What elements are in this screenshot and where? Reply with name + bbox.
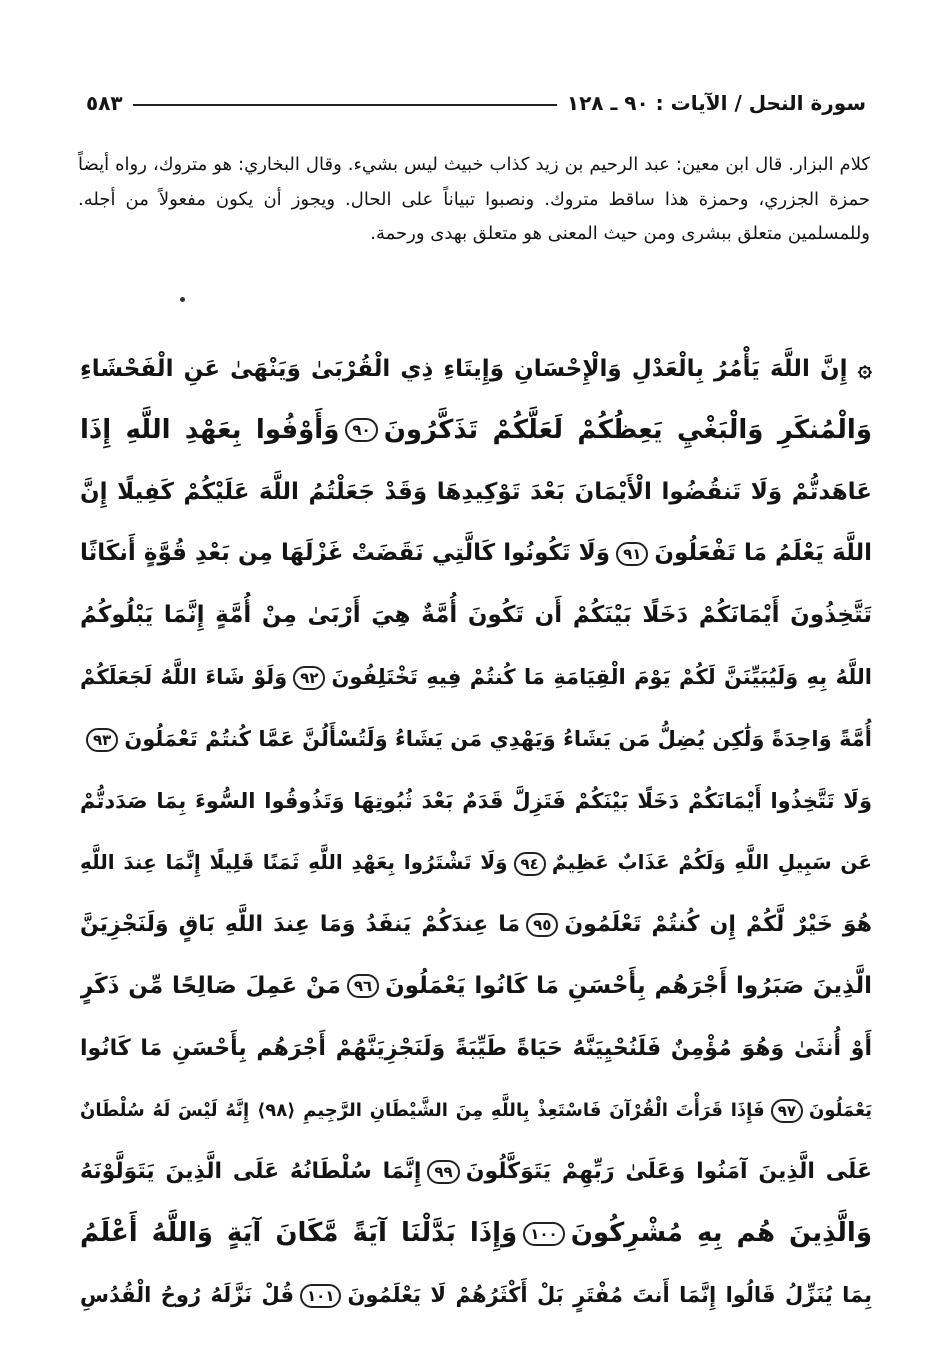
verse-text: اللَّهُ بِهِ وَلَيُبَيِّنَنَّ لَكُمْ يَوْمَ الْقِيَامَةِ مَا كُنتُمْ فِيهِ تَخْتَلِفُونَ xyxy=(331,664,872,689)
verse-number-marker: ٩٢ xyxy=(293,666,325,690)
verse-text: أَوْ أُنثَىٰ وَهُوَ مُؤْمِنٌ فَلَنُحْيِيَنَّهُ حَيَاةً طَيِّبَةً وَلَنَجْزِيَنَّهُمْ أَجْرَهُم بِأَحْسَنِ مَا كَانُوا xyxy=(80,1035,872,1061)
page-header xyxy=(86,86,866,120)
verse-line xyxy=(80,1080,872,1142)
verse-line xyxy=(80,338,872,400)
verse-text: هُوَ خَيْرٌ لَّكُمْ إِن كُنتُمْ تَعْلَمُونَ xyxy=(564,912,872,938)
verse-text: وَلَوْ شَاءَ اللَّهُ لَجَعَلَكُمْ xyxy=(80,664,288,689)
verse-text: وَلَا تَكُونُوا كَالَّتِي نَقَضَتْ غَزْلَهَا مِن بَعْدِ قُوَّةٍ أَنكَاثًا xyxy=(80,540,611,567)
running-title: سورة النحل / الآيات : ٩٠ ـ ١٢٨ xyxy=(566,91,866,115)
verse-text: اللَّهَ يَعْلَمُ مَا تَفْعَلُونَ xyxy=(654,540,872,567)
verse-number-marker: ١٠١ xyxy=(300,1284,341,1308)
verse-text: وَلَا تَتَّخِذُوا أَيْمَانَكُمْ دَخَلًا بَيْنَكُمْ فَتَزِلَّ قَدَمٌ بَعْدَ ثُبُوتِهَا وَتَذُوقُوا السُّوءَ بِمَا صَدَدتُّمْ xyxy=(80,788,872,813)
verse-text: وَالَّذِينَ هُم بِهِ مُشْرِكُونَ xyxy=(570,1218,872,1249)
verse-line xyxy=(80,1018,872,1080)
verse-line xyxy=(80,462,872,524)
verse-text: مَا عِندَكُمْ يَنفَدُ وَمَا عِندَ اللَّهِ بَاقٍ وَلَنَجْزِيَنَّ xyxy=(80,912,521,938)
verse-text: وَالْمُنكَرِ وَالْبَغْيِ يَعِظُكُمْ لَعَلَّكُمْ تَذَكَّرُونَ xyxy=(383,414,872,445)
verse-text: فَإِذَا قَرَأْتَ الْقُرْآنَ فَاسْتَعِذْ بِاللَّهِ مِنَ الشَّيْطَانِ الرَّجِيمِ ⟨٩٨⟩ إِنَّهُ لَيْسَ لَهُ سُلْطَانٌ xyxy=(80,1099,765,1121)
page-number: ٥٨٣ xyxy=(86,91,123,115)
verse-line xyxy=(80,400,872,462)
verse-text: أُمَّةً وَاحِدَةً وَلَٰكِن يُضِلُّ مَن يَشَاءُ وَيَهْدِي مَن يَشَاءُ وَلَتُسْأَلُنَّ عَمَّا كُنتُمْ تَعْمَلُونَ xyxy=(124,726,872,751)
commentary-text xyxy=(78,148,870,252)
verse-text: وَإِذَا بَدَّلْنَا آيَةً مَّكَانَ آيَةٍ وَاللَّهُ أَعْلَمُ xyxy=(80,1218,518,1249)
verse-number-marker: ٩٣ xyxy=(86,728,118,752)
verse-text: بِمَا يُنَزِّلُ قَالُوا إِنَّمَا أَنتَ مُفْتَرٍ بَلْ أَكْثَرُهُمْ لَا يَعْلَمُونَ xyxy=(347,1282,872,1307)
verse-number-marker: ١٠٠ xyxy=(523,1222,564,1246)
verse-text: مَنْ عَمِلَ صَالِحًا مِّن ذَكَرٍ xyxy=(80,972,341,999)
rub-el-hizb-icon: ۞ xyxy=(847,354,872,382)
verse-text: عَاهَدتُّمْ وَلَا تَنقُضُوا الْأَيْمَانَ بَعْدَ تَوْكِيدِهَا وَقَدْ جَعَلْتُمُ اللَّهَ عَلَيْكُمْ كَفِيلًا إِنَّ xyxy=(80,478,872,505)
verse-number-marker: ٩١ xyxy=(616,542,648,566)
verse-text: يَعْمَلُونَ xyxy=(809,1099,872,1121)
verse-line xyxy=(80,523,872,585)
ornament-dot xyxy=(180,297,185,302)
verse-line xyxy=(80,709,872,771)
verse-line xyxy=(80,1265,872,1327)
verse-line xyxy=(80,956,872,1018)
verse-line xyxy=(80,1141,872,1203)
verse-text: قُلْ نَزَّلَهُ رُوحُ الْقُدُسِ xyxy=(80,1282,295,1307)
quran-verses xyxy=(80,338,872,1327)
verse-text: وَأَوْفُوا بِعَهْدِ اللَّهِ إِذَا xyxy=(80,414,340,445)
verse-text: الَّذِينَ صَبَرُوا أَجْرَهُم بِأَحْسَنِ مَا كَانُوا يَعْمَلُونَ xyxy=(385,972,872,999)
verse-text: عَن سَبِيلِ اللَّهِ وَلَكُمْ عَذَابٌ عَظِيمٌ xyxy=(551,850,872,875)
header-rule xyxy=(133,104,557,106)
verse-text: وَلَا تَشْتَرُوا بِعَهْدِ اللَّهِ ثَمَنًا قَلِيلًا إِنَّمَا عِندَ اللَّهِ xyxy=(80,850,508,875)
verse-line xyxy=(80,771,872,833)
verse-text: عَلَى الَّذِينَ آمَنُوا وَعَلَىٰ رَبِّهِمْ يَتَوَكَّلُونَ xyxy=(465,1159,872,1185)
verse-line xyxy=(80,832,872,894)
verse-number-marker: ٩٧ xyxy=(771,1099,803,1123)
verse-line xyxy=(80,585,872,647)
verse-line xyxy=(80,894,872,956)
verse-number-marker: ٩٥ xyxy=(526,913,558,937)
verse-text: إِنَّ اللَّهَ يَأْمُرُ بِالْعَدْلِ وَالْإِحْسَانِ وَإِيتَاءِ ذِي الْقُرْبَىٰ وَيَنْهَىٰ عَنِ الْفَحْشَاءِ xyxy=(80,356,848,382)
verse-number-marker: ٩٤ xyxy=(514,852,546,876)
verse-number-marker: ٩٠ xyxy=(345,418,377,442)
verse-text: إِنَّمَا سُلْطَانُهُ عَلَى الَّذِينَ يَتَوَلَّوْنَهُ xyxy=(80,1159,422,1185)
verse-number-marker: ٩٦ xyxy=(347,974,379,998)
commentary-paragraph: كلام البزار. قال ابن معين: عبد الرحيم بن زيد كذاب خبيث ليس بشيء. وقال البخاري: هو متروك، رواه أيضاً حمزة الجزري، وحمزة هذا ساقط متروك. ونصبوا تبياناً على الحال. ويجوز أن يكون مفعولاً من أجله. وللمسلمين متعلق ببشرى ومن حيث المعنى هو متعلق بهدى ورحمة. xyxy=(78,154,870,244)
verse-number-marker: ٩٩ xyxy=(427,1160,459,1184)
verse-line xyxy=(80,1203,872,1265)
verse-text: تَتَّخِذُونَ أَيْمَانَكُمْ دَخَلًا بَيْنَكُمْ أَن تَكُونَ أُمَّةٌ هِيَ أَرْبَىٰ مِنْ أُمَّةٍ إِنَّمَا يَبْلُوكُمُ xyxy=(80,602,872,629)
verse-line xyxy=(80,647,872,709)
